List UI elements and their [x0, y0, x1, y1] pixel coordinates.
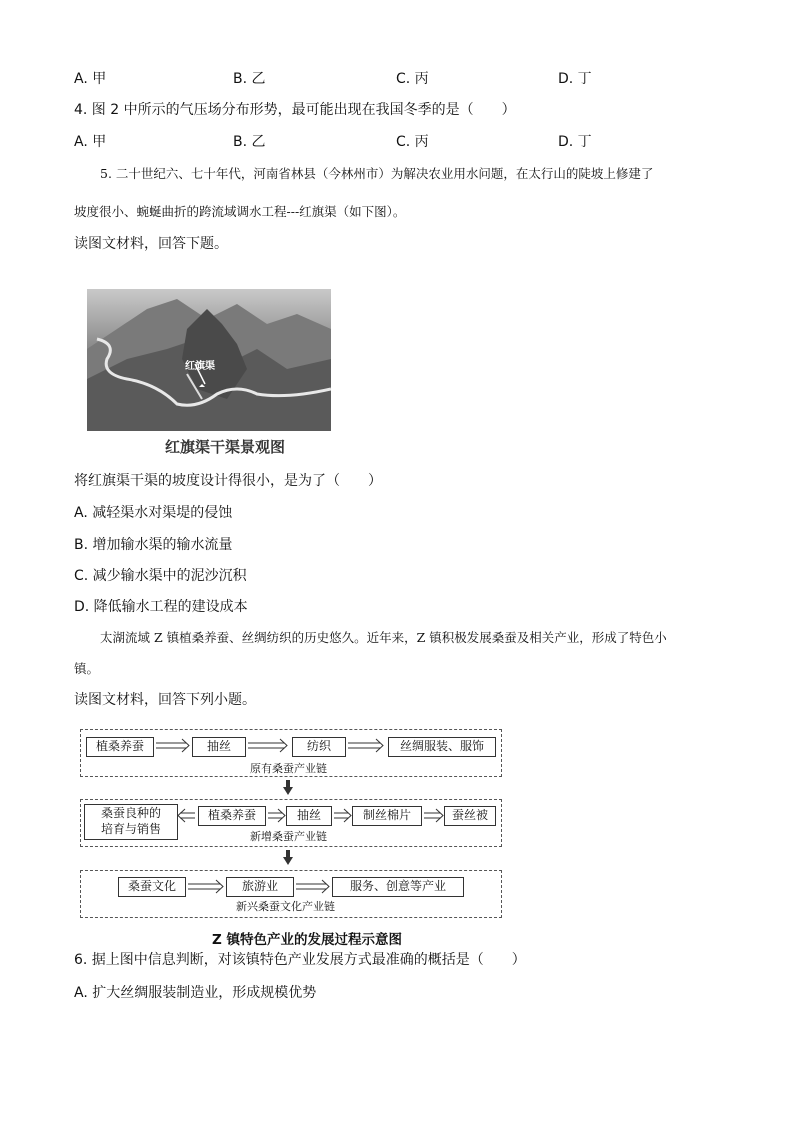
- q5-intro-line2: 坡度很小、蜿蜒曲折的跨流域调水工程---红旗渠（如下图）。: [74, 204, 406, 219]
- arrow-right-icon: [296, 884, 326, 889]
- q5-intro-line1: 5. 二十世纪六、七十年代，河南省林县（今林州市）为解决农业用水问题，在太行山的陡坡上修建了: [100, 166, 654, 181]
- chain1-box-3: 纺织: [292, 737, 346, 757]
- q3-option-d: D. 丁: [558, 71, 592, 87]
- arrow-left-icon: [178, 809, 185, 822]
- q5-option-c: C. 减少输水渠中的泥沙沉积: [74, 568, 247, 584]
- arrow-right-icon: [248, 743, 284, 748]
- arrow-right-icon: [280, 739, 287, 752]
- q4-option-b: B. 乙: [233, 134, 266, 150]
- chain2-box-1: 桑蚕良种的 培育与销售: [84, 804, 178, 840]
- arrow-right-icon: [344, 809, 351, 822]
- q6-stem: 6. 据上图中信息判断，对该镇特色产业发展方式最准确的概括是（ ）: [74, 952, 526, 968]
- q5-option-d: D. 降低输水工程的建设成本: [74, 599, 248, 615]
- q5-stem: 将红旗渠干渠的坡度设计得很小，是为了（ ）: [74, 473, 382, 489]
- chain3-box-3: 服务、创意等产业: [332, 877, 464, 897]
- q5-option-a: A. 减轻渠水对渠堤的侵蚀: [74, 505, 233, 521]
- arrow-right-icon: [216, 880, 223, 893]
- arrow-left-icon: [180, 813, 195, 818]
- arrow-right-icon: [424, 813, 440, 818]
- photo-caption: 红旗渠干渠景观图: [165, 438, 286, 456]
- chain1-box-1: 植桑养蚕: [86, 737, 154, 757]
- chain1-label: 原有桑蚕产业链: [250, 762, 327, 775]
- q6-option-a: A. 扩大丝绸服装制造业，形成规模优势: [74, 985, 317, 1001]
- arrow-right-icon: [348, 743, 380, 748]
- arrow-right-icon: [268, 813, 282, 818]
- q6-read-instruction: 读图文材料，回答下列小题。: [74, 692, 256, 708]
- chain3-label: 新兴桑蚕文化产业链: [236, 900, 335, 913]
- chain2-label: 新增桑蚕产业链: [250, 830, 327, 843]
- arrow-right-icon: [156, 743, 186, 748]
- chain3-box-2: 旅游业: [226, 877, 294, 897]
- chain2-box-5: 蚕丝被: [444, 806, 496, 826]
- q5-read-instruction: 读图文材料，回答下题。: [74, 236, 228, 252]
- q3-option-b: B. 乙: [233, 71, 266, 87]
- q6-intro-line1: 太湖流域 Z 镇植桑养蚕、丝绸纺织的历史悠久。近年来，Z 镇积极发展桑蚕及相关产业，形成了特色小: [100, 630, 667, 645]
- q5-option-b: B. 增加输水渠的输水流量: [74, 537, 233, 553]
- chain1-box-4: 丝绸服装、服饰: [388, 737, 496, 757]
- arrow-right-icon: [376, 739, 383, 752]
- arrow-right-icon: [334, 813, 348, 818]
- arrow-right-icon: [188, 884, 220, 889]
- q4-option-a: A. 甲: [74, 134, 107, 150]
- q3-option-c: C. 丙: [396, 71, 429, 87]
- arrow-right-icon: [278, 809, 285, 822]
- arrow-right-icon: [436, 809, 443, 822]
- arrow-down-icon: [283, 787, 293, 795]
- q4-stem: 4. 图 2 中所示的气压场分布形势，最可能出现在我国冬季的是（ ）: [74, 102, 516, 118]
- q4-option-c: C. 丙: [396, 134, 429, 150]
- q3-option-a: A. 甲: [74, 71, 107, 87]
- chain3-box-1: 桑蚕文化: [118, 877, 186, 897]
- arrow-right-icon: [182, 739, 189, 752]
- arrow-down-icon: [283, 857, 293, 865]
- chain2-box-4: 制丝棉片: [352, 806, 422, 826]
- arrow-right-icon: [322, 880, 329, 893]
- chain1-box-2: 抽丝: [192, 737, 246, 757]
- photo-canal-label: 红旗渠: [185, 361, 215, 372]
- chain2-box-3: 抽丝: [286, 806, 332, 826]
- q6-intro-line2: 镇。: [74, 661, 100, 676]
- diagram-title: Z 镇特色产业的发展过程示意图: [212, 932, 402, 948]
- chain2-box-2: 植桑养蚕: [198, 806, 266, 826]
- q4-option-d: D. 丁: [558, 134, 592, 150]
